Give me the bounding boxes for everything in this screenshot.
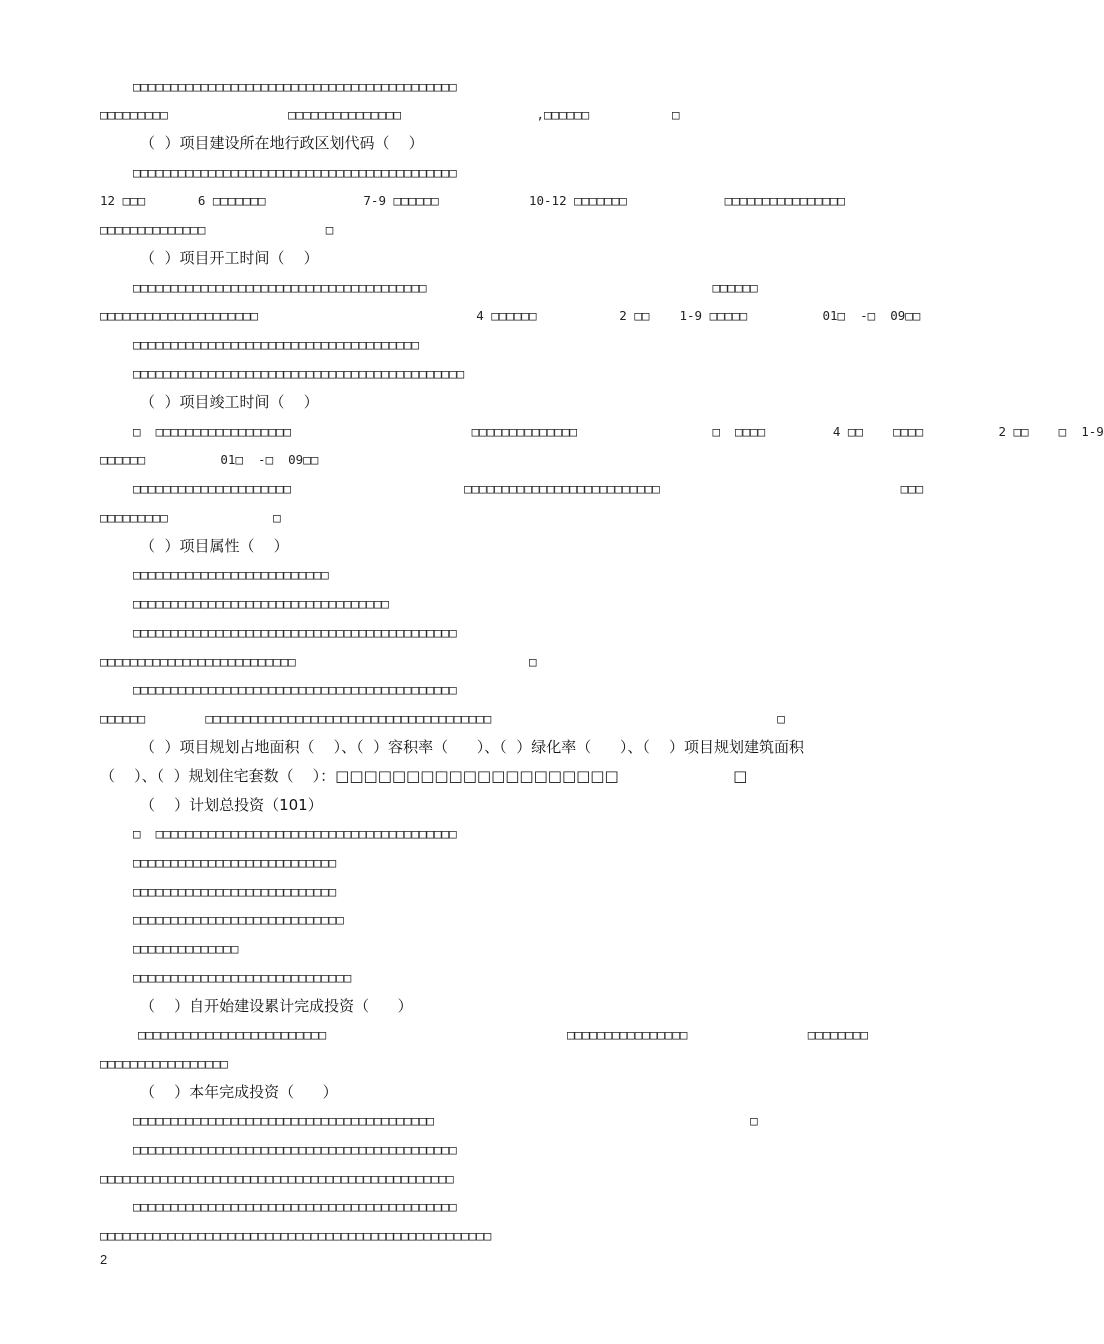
body-text-line: □ □□□□□□□□□□□□□□□□□□□□□□□□□□□□□□□□□□□□□□□□ xyxy=(133,826,457,841)
body-text-line: □□□□□□□□□□□□□□□□□□□□□□□□□□ □ xyxy=(100,654,537,669)
body-text-line: □□□□□□□□□□□□□□□□□□□□□□□□□□□□□□□□□□□□□□□□ □ xyxy=(133,1113,758,1128)
body-text-line: □□□□□□□□□□□□□□□□□□□□□□□□□□□□□ xyxy=(133,970,352,985)
body-text-line: □□□□□□□□□□□□□□□□□□□□□□□□□□□□□□□□□□□□□□ xyxy=(133,337,419,352)
body-text-line: □□□□□□□□□□□□□□□□□□□□□□□□□□□□□□□□□□□□□□□□□□□ xyxy=(133,165,457,180)
body-text-line: □□□□□□□□□□□□□□□□□□□□□□□□□□□□ xyxy=(133,912,344,927)
body-text-line: □□□□□□□□□□□□□□□□□ xyxy=(100,1056,228,1071)
body-text-line: □□□□□□□□□□□□□□□□□□□□□ 4 □□□□□□ 2 □□ 1-9 □□□□□ 01□ -□ 09□□ xyxy=(100,308,921,323)
page-number: 2 xyxy=(100,1252,108,1267)
section-heading-continued: （ ）、（ ）规划住宅套数（ ）：□□□□□□□□□□□□□□□□□□□□ □ xyxy=(100,767,748,785)
body-text-line: □□□□□□□□□□□□□□□□□□□□□□□□□□□□□□□□□□□□□□□ □□□□□□ xyxy=(133,280,758,295)
body-text-line: □□□□□□□□□□□□□□□□□□□□□□□□□□□□□□□□□□□□□□□□□□□□□□□ xyxy=(100,1171,454,1186)
body-text-line: □□□□□□□□□□□□□□□□□□□□□□□□□□□ xyxy=(133,855,337,870)
section-heading: （ ）项目建设所在地行政区划代码（ ） xyxy=(140,134,424,152)
section-heading: （ ）本年完成投资（ ） xyxy=(140,1083,338,1101)
body-text-line: □□□□□□ □□□□□□□□□□□□□□□□□□□□□□□□□□□□□□□□□□□□□□ □ xyxy=(100,711,785,726)
body-text-line: □□□□□□□□□□□□□□□□□□□□□ □□□□□□□□□□□□□□□□□□□□□□□□□□ □□□ xyxy=(133,481,924,496)
section-heading: （ ）项目开工时间（ ） xyxy=(140,249,319,267)
body-text-line: □□□□□□□□□□□□□□□□□□□□□□□□□□□□□□□□□□ xyxy=(133,596,389,611)
body-text-line: □□□□□□□□□ □ xyxy=(100,510,281,525)
body-text-line: □□□□□□□□□□□□□□□□□□□□□□□□□□□□□□□□□□□□□□□□□□□ xyxy=(133,682,457,697)
section-heading: （ ）项目规划占地面积（ ）、（ ）容积率（ ）、（ ）绿化率（ ）、（ ）项目规划建筑面积 xyxy=(140,738,804,756)
body-text-line: □□□□□□□□□□□□□□□□□□□□□□□□□□□□□□□□□□□□□□□□□□□ xyxy=(133,625,457,640)
body-text-line: □□□□□□□□□□□□□□□□□□□□□□□□□ □□□□□□□□□□□□□□□□ □□□□□□□□ xyxy=(138,1027,868,1042)
section-heading: （ ）项目属性（ ） xyxy=(140,537,289,555)
body-text-line: □□□□□□□□□□□□□□□□□□□□□□□□□□ xyxy=(133,567,329,582)
body-text-line: □□□□□□□□□□□□□□□□□□□□□□□□□□□□□□□□□□□□□□□□□□□ xyxy=(133,1142,457,1157)
body-text-line: □□□□□□□□□ □□□□□□□□□□□□□□□ ,□□□□□□ □ xyxy=(100,107,680,122)
body-text-line: □□□□□□□□□□□□□□□□□□□□□□□□□□□□□□□□□□□□□□□□□□□ xyxy=(133,79,457,94)
body-text-line: □□□□□□□□□□□□□□ □ xyxy=(100,222,334,237)
body-text-line: □□□□□□□□□□□□□□□□□□□□□□□□□□□□□□□□□□□□□□□□□□□□□□□□□□□□ xyxy=(100,1228,492,1243)
body-text-line: 12 □□□ 6 □□□□□□□ 7-9 □□□□□□ 10-12 □□□□□□□ □□□□□□□□□□□□□□□□ xyxy=(100,193,846,208)
section-heading: （ ）项目竣工时间（ ） xyxy=(140,393,319,411)
body-text-line: □ □□□□□□□□□□□□□□□□□□ □□□□□□□□□□□□□□ □ □□□□ 4 □□ □□□□ 2 □□ □ 1-9 xyxy=(133,424,1104,439)
body-text-line: □□□□□□□□□□□□□□□□□□□□□□□□□□□□□□□□□□□□□□□□□□□ xyxy=(133,1199,457,1214)
body-text-line: □□□□□□ 01□ -□ 09□□ xyxy=(100,452,319,467)
section-heading: （ ）计划总投资（101） xyxy=(140,796,323,814)
section-heading: （ ）自开始建设累计完成投资（ ） xyxy=(140,997,413,1015)
body-text-line: □□□□□□□□□□□□□□ xyxy=(133,941,239,956)
body-text-line: □□□□□□□□□□□□□□□□□□□□□□□□□□□□□□□□□□□□□□□□□□□□ xyxy=(133,366,465,381)
body-text-line: □□□□□□□□□□□□□□□□□□□□□□□□□□□ xyxy=(133,884,337,899)
